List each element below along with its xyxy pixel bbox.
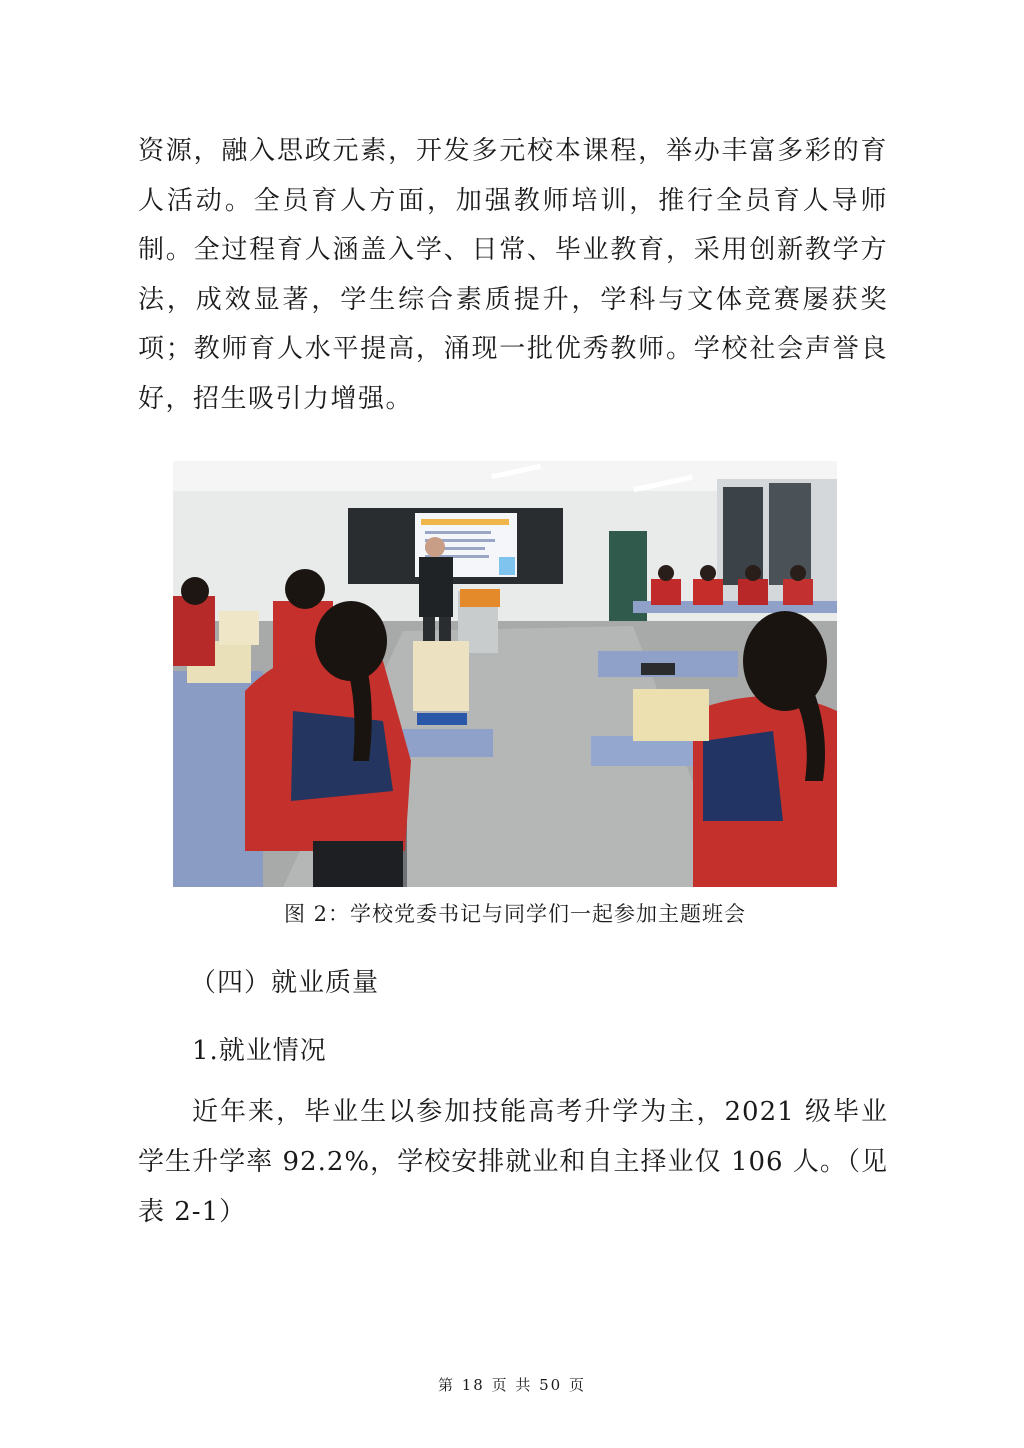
- page-number: 第 18 页 共 50 页: [437, 1376, 586, 1394]
- figure-caption: 图 2：学校党委书记与同学们一起参加主题班会: [283, 902, 747, 926]
- section-heading: （四）就业质量: [190, 968, 380, 998]
- body-paragraph-employment: 近年来，毕业生以参加技能高考升学为主，2021 级毕业学生升学率 92.2%，学校安排就业和自主择业仅 106 人。（见表 2-1）: [138, 1097, 888, 1227]
- subsection-heading: 1.就业情况: [192, 1036, 327, 1066]
- classroom-photo: [173, 461, 837, 887]
- body-paragraph: 资源，融入思政元素，开发多元校本课程，举办丰富多彩的育人活动。全员育人方面，加强教师培训，推行全员育人导师制。全过程育人涵盖入学、日常、毕业教育，采用创新教学方法，成效显著，学生综合素质提升，学科与文体竞赛屡获奖项；教师育人水平提高，涌现一批优秀教师。学校社会声誉良好，招生吸引力增强。: [138, 136, 888, 414]
